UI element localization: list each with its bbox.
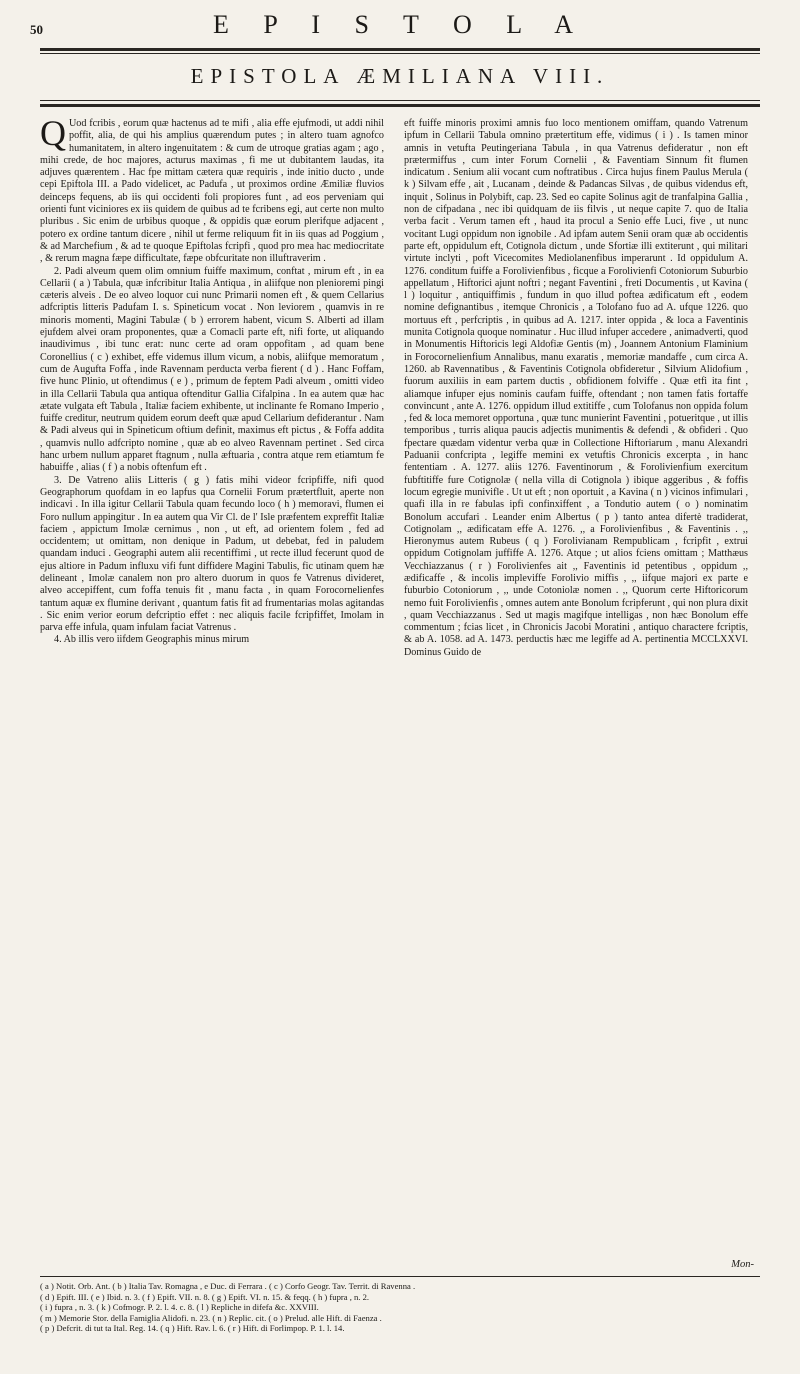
paragraph-4: 4. Ab illis vero iifdem Geographis minus mirum	[54, 634, 250, 646]
footnote-line: ( d ) Epift. III. ( e ) Ibid. n. 3. ( f ) Epift. VII. n. 8. ( g ) Epift. VI. n. 15. & feqq. ( h ) fupra , n. 2.	[40, 1291, 370, 1302]
footnote-line: ( i ) fupra , n. 3. ( k ) Cofmogr. P. 2. l. 4. c. 8. ( l ) Repliche in difefa &c. XXVIII.	[40, 1302, 319, 1313]
footnote-line: ( m ) Memorie Stor. della Famiglia Alidofi. n. 23. ( n ) Replic. cit. ( o ) Prelud. alle Hift. di Faenza .	[40, 1312, 382, 1323]
letter-title: EPISTOLA ÆMILIANA VIII.	[190, 64, 610, 88]
paragraph-5: eft fuiffe minoris proximi amnis fuo loco mentionem omiffam, quando Vatrenum ipfum in Cellarii Tabula omnino prætertitum effe, vidimus ( i ) . Is tamen minor amnis in vetufta Peutingeriana Tabula , in qua Vatrenus defideratur , non eft prætermiffus , cum inter Forum Cornelii , & Faventiam Sinnum fit flumen indicatum . Senium alii vocant cum noftratibus . Circa hujus finem Paulus Merula ( k ) Silvam effe , ait , Lucanam , deinde & Padancas Silvas , de quibus videndus eft, inquit , Solinus in Polybift, cap. 23. Sed eo capite Solinus agit de tranfalpina Gallia , non de cifpadana , nec ibi quidquam de iis filvis , ut neque capite 7. quo de Italia verba facit . Verum tamen eft , haud ita procul a Senio effe Luci, five , ut nunc vocitant Lugi oppidum non ignobile . Ad ipfam autem Senii oram quæ ab occidentis parte eft, oppidulum eft, Cotignola dictum , unde Sfortiæ illi extiterunt , qui militari virtute inclyti , poft Vicecomites Mediolanenfibus imperarunt . Id oppidulum A. 1276. conditum fuiffe a Forolivienfibus , ficque a Forolivienfi Cotoniorum Suburbio appellatum , Hiftorici ajunt noftri ; negant Faventini , freti Documentis , ut Kavina ( l ) loquitur , antiquiffimis , fundum in quo illud poftea ædificatum eft , eodem nomine defignantibus , itemque Chronicis , a Tolofano fuo ad A. ufque 1226. quo mortuus eft , perfcriptis , in quibus ad A. 1217. inter oppida , & loca a Faventinis munita Cotignola quoque nominatur . Huc illud infuper accedere , animadverti, quod in Monumentis Hiftoricis legi Aldofiæ Gentis (m) , Joannem Antonium Flaminium in Forocornelienfium Annalibus, manu exaratis , memoriæ mandaffe , cum circa A. 1260. ab Ravennatibus , & Faventinis Cotignola obfideretur , Silvium Alidofium , fuorum auxiliis in eam partem ductis , obfidionem folviffe . Quæ etfi ita fint , aliamque infuper ejus nominis caufam fuiffe, oftendant ; non tamen fatis fortaffe convincunt , ante A. 1276. oppidum illud extitiffe , cum Tolofanus non oppida folum , fed & loca memoret opportuna , quæ tunc munierint Faventini , potueritque , ut illis temporibus , turris aliqua paucis adjectis munimentis & defendi , & obfideri . Quo fpectare quædam videntur verba quæ in Collectione Hiftoriarum , manu Alexandri Paduanii confcripta , legiffe memini ex vetuftis Chronicis excerpta , in hanc fententiam . A. 1277. aliis 1276. Faventinorum , & Forolivienfium exercitum fubftitiffe fure Cotignolæ ( nella villa di Cotignola ) ibique aggeribus , & foffis locum egregie munivifle . Ut ut eft ; non oportuit , a Kavina ( n ) vicinos infimulari , quafi illa in re fabulas ipfi confinxiffent , a Tondutio autem ( o ) nominatim Bonolum accufari . Leander enim Albertus ( p ) tanto antea difertè tradiderat, Cotignolam ,, ædificatam effe A. 1276. ,, a Forolivienfibus , & Faventinis . ,, Hieronymus autem Rubeus ( q ) Forolivianam Rempublicam , fcripfit , extrui oppidum Cotignolam juffiffe A. 1276. Atque ; ut alios fciens omittam ; Matthæus Vecchiazzanus ( r ) Forolivienfes ait ,, Faventinis id petentibus , oppidum ,, ædificaffe , & incolis impleviffe Forolivio miffis , ,, iifque majori ex parte e fuburbio Cotoniorum , ,, unde Cotoniolæ nomen . ,, Quorum certe Hiftoricorum nemo fuit Forolivienfis , omnes autem ante Bonolum fcripferunt , qui non plura dixit , quam Vecchiazzanus . Sed ut magis magifque intelligas , non hæc Bonolum effe commentum ; fcias licet , in Chronicis Jacobi Moratini , antiquo charactere fcriptis, & ab A. 1058. ad A. 1473. perductis hæc me legiffe ad A. pertinentia MCCLXXVI. Dominus Guido de	[404, 118, 748, 658]
footnotes	[40, 1281, 760, 1334]
footnote-line: ( a ) Notit. Orb. Ant. ( b ) Italia Tav. Romagna , e Duc. di Ferrara . ( c ) Corfo Geogr. Tav. Territ. di Ravenna .	[40, 1281, 416, 1291]
drop-cap: Q	[40, 113, 66, 153]
page-number: 50	[30, 22, 43, 37]
left-column	[40, 113, 384, 647]
right-column	[404, 118, 748, 659]
footnote-rule	[40, 1276, 760, 1277]
header-rule-thick	[40, 48, 760, 51]
paragraph-1	[40, 113, 384, 266]
title-rule-thin	[40, 100, 760, 101]
catchword: Mon-	[731, 1259, 754, 1270]
paragraph-1-text: Uod fcribis , eorum quæ hactenus ad te mifi , alia effe ejufmodi, ut addi nihil poffit, alia, de qui his amplius quærendum putes ; in altero tuam agnofco humanitatem, in altero ingenuitatem : & cum de utroque gratias agam ; ago , mihi crede, de hoc majores, acturus maximas , fi me ut dubitantem laudas, ita adjuves quærentem . Hac fpe mittam cætera quæ requiris , inde initio ducto , unde cepi Epiftola III. a Pado videlicet, ac Padufa , ut proximos ordine Æmiliæ fluvios deinceps fequens, ab iis qui occidenti foli propiores funt , ad eos perveniam qui orienti funt viciniores ex iis quidem de quibus ad te fcribens egi, aut certe non multo pluribus . Sic enim de urbibus quoque , & oppidis quæ eorum plerifque adjacent , potero ex ordine tantum dicere , nihil ut ferme reliquum fit in iis quas ad Poggium , & ad Marchefium , & ad te quoque Epiftolas fcripfi , quod pro mea hac mediocritate , & rerum magna fæpe difficultate, fæpe obfcuritate non illuftraverim .	[40, 118, 384, 265]
footnote-line: ( p ) Defcrit. di tut ta Ital. Reg. 14. ( q ) Hift. Rav. l. 6. ( r ) Hift. di Forlimpop. P. 1. l. 14.	[40, 1323, 345, 1334]
title-rule-thick	[40, 104, 760, 107]
header-rule-thin	[40, 53, 760, 54]
paragraph-3: 3. De Vatreno aliis Litteris ( g ) fatis mihi videor fcripfiffe, nifi quod Geographorum quofdam in eo lapfus qua Cornelii Forum prætertfluit, aperte non indicavi . In illa igitur Cellarii Tabula quam fecundo loco ( h ) memoravi, flumen ei Foro nullum appingitur . In ea autem qua Vir Cl. de l' Isle præfentem expreffit Italiæ faciem , appictum Imolæ cernimus , non , ut eft, ad orientem folem , fed ad occidentem; ut omittam, non denique in Padum, ut debebat, fed in paludem quandam induci . Geographi autem alii recentiffimi , ut recte illud fecerunt quod de ejus altiore in Padum influxu vifi funt diffidere Magini Tabulis, fic utinam quem hæ delineant , Imolæ canalem non pro altero duorum in quos fe Vatrenus divideret, alveo accepiffent, cum foffa tenuis fit , manu facta , in quam Forocornelienfes tantum aquæ ex flumine derivant , quantum fatis fit ad frumentarias molas agitandas . Sic enim verior eorum defcriptio effet : nec aliquis facile fcripfiffet, Imolam in parva effe infula, quam infulam faciat Vatrenus .	[40, 474, 384, 634]
running-title: E P I S T O L A	[213, 10, 587, 39]
paragraph-2: 2. Padi alveum quem olim omnium fuiffe maximum, conftat , mirum eft , in ea Cellarii ( a ) Tabula, quæ infcribitur Italia Antiqua , in aliifque non plenioremi pingi cæteris alveis . De eo alveo loquor cui nunc Primarii nomen eft , & quem Cellarius adfcriptis litteris Padufam I. s. Spineticum vocat . Non leviorem , quamvis in re minoris momenti, Magini Tabulæ ( b ) errorem habent, vicum S. Alberti ad illam ejufdem alvei oram proponentes, quæ a Comacli parte eft, nifi forte, ut aliquando inaudivimus , ibi tunc erat: nunc certe ad oram oppofitam , ad quam bene Coronellius ( c ) exhibet, effe videmus illum vicum, a nobis, aliifque memoratum , cum de Augufta Foffa , inde Ravennam perducta verba fierent ( d ) . Hanc Foffam, five hunc Plinio, ut oftendimus ( e ) , primum de feptem Padi alveum , omitti video in illa Cellarii Tabula qua antiqua oftenditur Gallia Cifalpina . In ea autem quæ hac ætate vulgata eft Tabula , Italiæ faciem exhibente, ut inclinante fe Romano Imperio , fuiffe creditur, neutrum quidem eorum deeft quæ apud Cellarium defiderantur . Nam & Padi alveus qui in Spineticum oftium definit, maximus eft pictus , & Foffa addita , quamvis nullo adfcripto nomine , quæ ab eo alveo Ravennam pertinet . Sed circa hanc urbem nullum apparet ftagnum , nulla æftuaria , contra atque rem etiamtum fe habuiffe , alias ( f ) a nobis oftenfum eft .	[40, 265, 384, 474]
